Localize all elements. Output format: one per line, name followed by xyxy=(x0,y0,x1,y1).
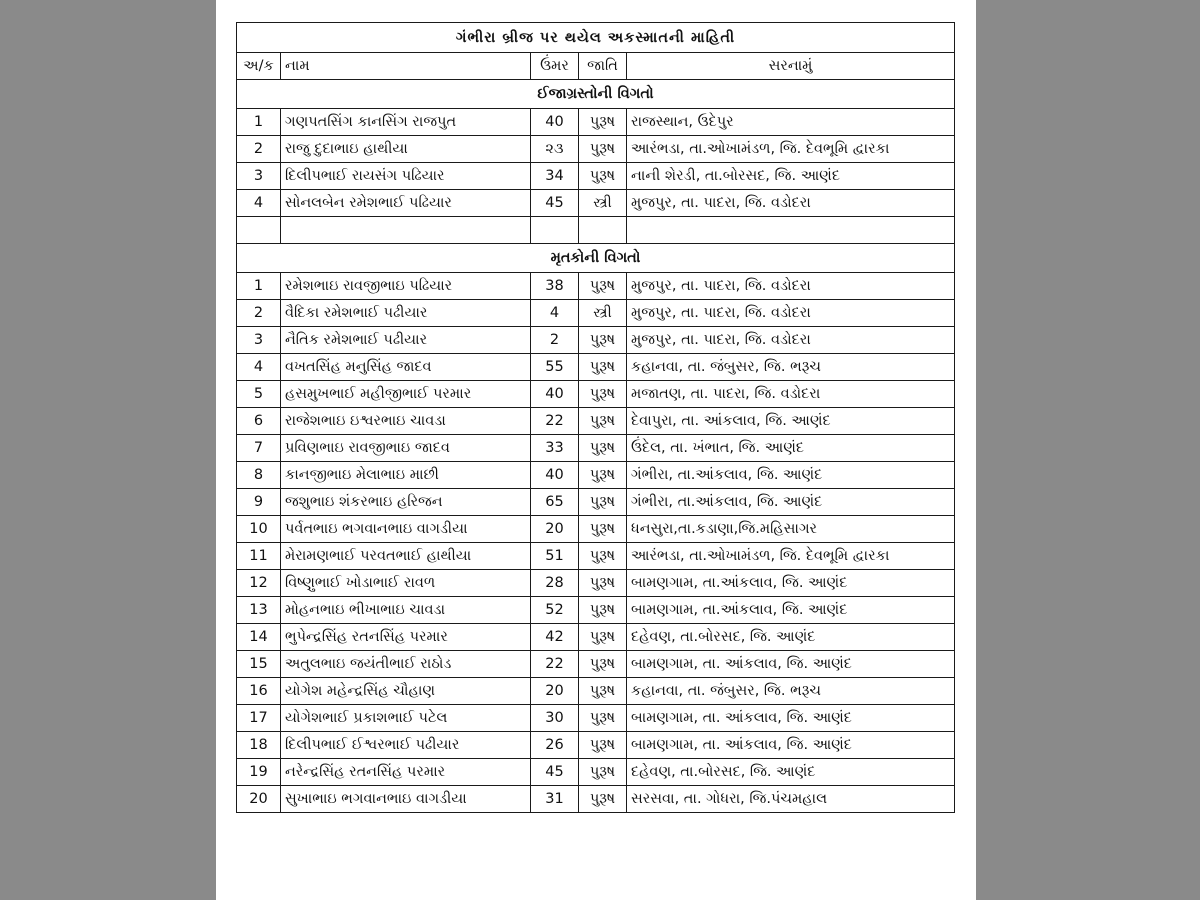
row-age: 38 xyxy=(531,273,579,300)
row-age: 22 xyxy=(531,651,579,678)
table-row xyxy=(237,408,955,435)
row-name: વિષ્ણુભાઈ ખોડાભાઈ રાવળ xyxy=(281,570,531,597)
row-address: નાની શેરડી, તા.બોરસદ, જિ. આણંદ xyxy=(627,163,955,190)
row-age: 65 xyxy=(531,489,579,516)
row-age: 40 xyxy=(531,381,579,408)
row-address: બામણગામ, તા.આંકલાવ, જિ. આણંદ xyxy=(627,570,955,597)
row-address: આરંભડા, તા.ઓખામંડળ, જિ. દેવભૂમિ દ્વારકા xyxy=(627,543,955,570)
row-name: પ્રવિણભાઇ રાવજીભાઇ જાદવ xyxy=(281,435,531,462)
row-gender: પુરૂષ xyxy=(579,678,627,705)
empty-cell xyxy=(281,217,531,244)
row-no: 11 xyxy=(237,543,281,570)
header-no: અ/ક xyxy=(237,53,281,80)
row-name: પર્વતભાઇ ભગવાનભાઇ વાગડીયા xyxy=(281,516,531,543)
header-gender: જાતિ xyxy=(579,53,627,80)
row-name: મેરામણભાઈ પરવતભાઈ હાથીયા xyxy=(281,543,531,570)
row-name: રમેશભાઇ રાવજીભાઇ પઢિયાર xyxy=(281,273,531,300)
row-address: રાજસ્થાન, ઉદેપુર xyxy=(627,109,955,136)
row-age: 40 xyxy=(531,462,579,489)
row-no: 8 xyxy=(237,462,281,489)
row-address: કહાનવા, તા. જંબુસર, જિ. ભરૂચ xyxy=(627,354,955,381)
empty-cell xyxy=(627,217,955,244)
row-no: 18 xyxy=(237,732,281,759)
row-address: મજાતણ, તા. પાદરા, જિ. વડોદરા xyxy=(627,381,955,408)
row-no: 3 xyxy=(237,163,281,190)
row-age: 22 xyxy=(531,408,579,435)
header-name: નામ xyxy=(281,53,531,80)
row-name: ગણપતસિંગ કાનસિંગ રાજપુત xyxy=(281,109,531,136)
table-row xyxy=(237,732,955,759)
row-name: જશુભાઇ શંકરભાઇ હરિજન xyxy=(281,489,531,516)
table-row xyxy=(237,759,955,786)
row-name: દિલીપભાઈ ઈશ્વરભાઈ પઢીયાર xyxy=(281,732,531,759)
title-row xyxy=(237,23,955,53)
row-name: હસમુખભાઈ મહીજીભાઈ પરમાર xyxy=(281,381,531,408)
row-name: મોહનભાઇ ભીખાભાઇ ચાવડા xyxy=(281,597,531,624)
row-no: 7 xyxy=(237,435,281,462)
header-address: સરનામું xyxy=(627,53,955,80)
table-row xyxy=(237,705,955,732)
row-age: 20 xyxy=(531,678,579,705)
row-address: મુજપુર, તા. પાદરા, જિ. વડોદરા xyxy=(627,300,955,327)
row-gender: પુરૂષ xyxy=(579,597,627,624)
row-age: 4 xyxy=(531,300,579,327)
row-gender: પુરૂષ xyxy=(579,163,627,190)
row-address: દેવાપુરા, તા. આંકલાવ, જિ. આણંદ xyxy=(627,408,955,435)
row-name: વખતસિંહ મનુસિંહ જાદવ xyxy=(281,354,531,381)
row-name: રાજુ દુદાભાઇ હાથીયા xyxy=(281,136,531,163)
row-name: અતુલભાઇ જયંતીભાઈ રાઠોડ xyxy=(281,651,531,678)
row-no: 15 xyxy=(237,651,281,678)
row-gender: પુરૂષ xyxy=(579,327,627,354)
row-gender: પુરૂષ xyxy=(579,489,627,516)
row-address: મુજપુર, તા. પાદરા, જિ. વડોદરા xyxy=(627,327,955,354)
row-gender: પુરૂષ xyxy=(579,273,627,300)
row-name: નરેન્દ્રસિંહ રતનસિંહ પરમાર xyxy=(281,759,531,786)
deceased-heading: મૃતકોની વિગતો xyxy=(237,244,955,273)
row-name: નૈતિક રમેશભાઈ પઢીયાર xyxy=(281,327,531,354)
row-no: 4 xyxy=(237,190,281,217)
row-no: 20 xyxy=(237,786,281,813)
row-gender: પુરૂષ xyxy=(579,705,627,732)
accident-details-table xyxy=(236,22,955,813)
row-name: સોનલબેન રમેશભાઈ પઢિયાર xyxy=(281,190,531,217)
row-age: 26 xyxy=(531,732,579,759)
row-name: વૈદિકા રમેશભાઈ પઢીયાર xyxy=(281,300,531,327)
table-row xyxy=(237,786,955,813)
row-name: ભુપેન્દ્રસિંહ રતનસિંહ પરમાર xyxy=(281,624,531,651)
row-name: દિલીપભાઈ રાયસંગ પઢિયાર xyxy=(281,163,531,190)
injured-section-row xyxy=(237,80,955,109)
row-gender: પુરૂષ xyxy=(579,408,627,435)
row-age: 34 xyxy=(531,163,579,190)
row-no: 4 xyxy=(237,354,281,381)
row-age: 2 xyxy=(531,327,579,354)
empty-cell xyxy=(531,217,579,244)
row-gender: પુરૂષ xyxy=(579,570,627,597)
row-gender: સ્ત્રી xyxy=(579,300,627,327)
row-address: ધનસુરા,તા.કડાણા,જિ.મહિસાગર xyxy=(627,516,955,543)
row-gender: પુરૂષ xyxy=(579,354,627,381)
row-address: ગંભીરા, તા.આંકલાવ, જિ. આણંદ xyxy=(627,489,955,516)
table-row xyxy=(237,381,955,408)
header-age: ઉંમર xyxy=(531,53,579,80)
row-age: 45 xyxy=(531,759,579,786)
empty-cell xyxy=(237,217,281,244)
row-age: 55 xyxy=(531,354,579,381)
row-gender: પુરૂષ xyxy=(579,759,627,786)
row-no: 5 xyxy=(237,381,281,408)
row-gender: પુરૂષ xyxy=(579,462,627,489)
row-address: ઉંદેલ, તા. ખંભાત, જિ. આણંદ xyxy=(627,435,955,462)
row-gender: પુરૂષ xyxy=(579,109,627,136)
row-address: બામણગામ, તા. આંકલાવ, જિ. આણંદ xyxy=(627,651,955,678)
row-address: કહાનવા, તા. જંબુસર, જિ. ભરૂચ xyxy=(627,678,955,705)
row-address: બામણગામ, તા. આંકલાવ, જિ. આણંદ xyxy=(627,732,955,759)
row-age: 52 xyxy=(531,597,579,624)
row-name: રાજેશભાઇ ઇશ્વરભાઇ ચાવડા xyxy=(281,408,531,435)
row-age: 30 xyxy=(531,705,579,732)
table-row xyxy=(237,678,955,705)
table-row xyxy=(237,543,955,570)
document-page xyxy=(216,0,976,900)
row-gender: પુરૂષ xyxy=(579,516,627,543)
row-gender: પુરૂષ xyxy=(579,381,627,408)
table-row xyxy=(237,190,955,217)
row-gender: પુરૂષ xyxy=(579,435,627,462)
table-row xyxy=(237,597,955,624)
deceased-section-row xyxy=(237,244,955,273)
row-gender: પુરૂષ xyxy=(579,543,627,570)
row-address: બામણગામ, તા. આંકલાવ, જિ. આણંદ xyxy=(627,705,955,732)
row-age: 31 xyxy=(531,786,579,813)
row-age: ૨૩ xyxy=(531,136,579,163)
row-no: 9 xyxy=(237,489,281,516)
row-address: દહેવણ, તા.બોરસદ, જિ. આણંદ xyxy=(627,624,955,651)
table-row xyxy=(237,163,955,190)
row-gender: પુરૂષ xyxy=(579,136,627,163)
row-no: 1 xyxy=(237,273,281,300)
row-age: 40 xyxy=(531,109,579,136)
row-address: બામણગામ, તા.આંકલાવ, જિ. આણંદ xyxy=(627,597,955,624)
row-age: 42 xyxy=(531,624,579,651)
row-address: દહેવણ, તા.બોરસદ, જિ. આણંદ xyxy=(627,759,955,786)
row-gender: પુરૂષ xyxy=(579,732,627,759)
row-no: 10 xyxy=(237,516,281,543)
table-row xyxy=(237,489,955,516)
table-row xyxy=(237,462,955,489)
row-address: ગંભીરા, તા.આંકલાવ, જિ. આણંદ xyxy=(627,462,955,489)
row-no: 6 xyxy=(237,408,281,435)
row-no: 2 xyxy=(237,300,281,327)
row-gender: સ્ત્રી xyxy=(579,190,627,217)
row-address: મુજપુર, તા. પાદરા, જિ. વડોદરા xyxy=(627,273,955,300)
row-name: કાનજીભાઇ મેલાભાઇ માછી xyxy=(281,462,531,489)
document-title: ગંભીરા બ્રીજ પર થયેલ અકસ્માતની માહિતી xyxy=(237,23,955,53)
injured-heading: ઈજાગ્રસ્તોની વિગતો xyxy=(237,80,955,109)
row-no: 13 xyxy=(237,597,281,624)
row-no: 12 xyxy=(237,570,281,597)
table-row xyxy=(237,136,955,163)
row-address: સરસવા, તા. ગોધરા, જિ.પંચમહાલ xyxy=(627,786,955,813)
row-age: 28 xyxy=(531,570,579,597)
table-row xyxy=(237,651,955,678)
row-name: યોગેશભાઈ પ્રકાશભાઈ પટેલ xyxy=(281,705,531,732)
table-row xyxy=(237,570,955,597)
row-age: 33 xyxy=(531,435,579,462)
table-row xyxy=(237,624,955,651)
row-gender: પુરૂષ xyxy=(579,651,627,678)
row-name: સુખાભાઇ ભગવાનભાઇ વાગડીયા xyxy=(281,786,531,813)
row-no: 14 xyxy=(237,624,281,651)
header-row xyxy=(237,53,955,80)
row-no: 3 xyxy=(237,327,281,354)
row-name: યોગેશ મહેન્દ્રસિંહ ચૌહાણ xyxy=(281,678,531,705)
table-row xyxy=(237,300,955,327)
empty-cell xyxy=(579,217,627,244)
table-row xyxy=(237,109,955,136)
empty-row xyxy=(237,217,955,244)
row-no: 17 xyxy=(237,705,281,732)
table-row xyxy=(237,273,955,300)
row-age: 20 xyxy=(531,516,579,543)
row-address: મુજપુર, તા. પાદરા, જિ. વડોદરા xyxy=(627,190,955,217)
row-age: 51 xyxy=(531,543,579,570)
row-no: 1 xyxy=(237,109,281,136)
row-no: 16 xyxy=(237,678,281,705)
row-no: 19 xyxy=(237,759,281,786)
row-address: આરંભડા, તા.ઓખામંડળ, જિ. દેવભૂમિ દ્વારકા xyxy=(627,136,955,163)
row-gender: પુરૂષ xyxy=(579,624,627,651)
table-row xyxy=(237,327,955,354)
row-age: 45 xyxy=(531,190,579,217)
table-row xyxy=(237,516,955,543)
table-row xyxy=(237,354,955,381)
row-gender: પુરૂષ xyxy=(579,786,627,813)
row-no: 2 xyxy=(237,136,281,163)
table-row xyxy=(237,435,955,462)
